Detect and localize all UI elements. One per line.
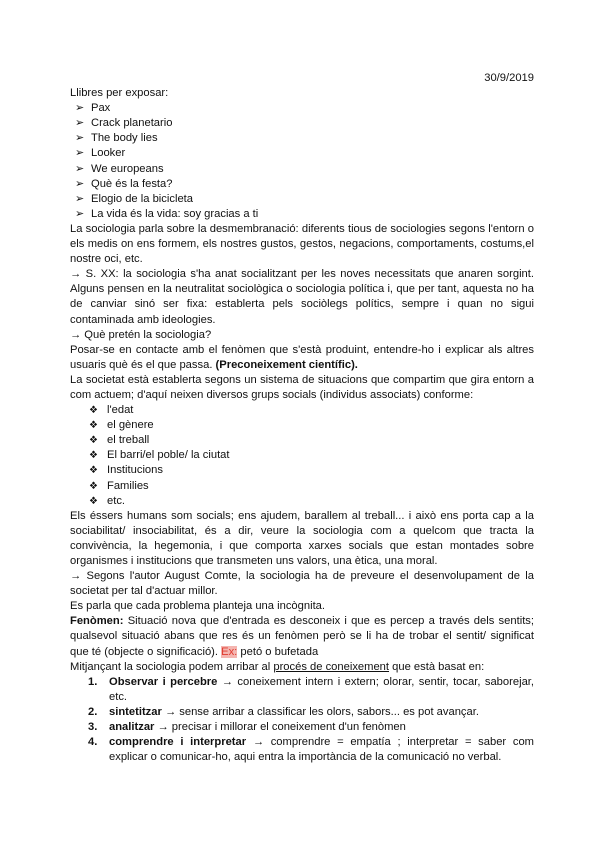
diamond-bullet-icon: ❖ — [89, 435, 98, 447]
arrow-bullet-icon: ➢ — [75, 162, 85, 175]
fenomen-label: Fenòmen: — [70, 615, 124, 628]
list-item: 1. Observar i percebre → coneixement intern i extern; olorar, sentir, tocar, saborejar, etc. — [88, 675, 535, 703]
proces-coneixement-underlined: procés de coneixement — [273, 660, 390, 673]
list-item: ❖ Families — [70, 479, 534, 494]
arrow-bullet-icon: ➢ — [75, 192, 85, 205]
list-item: 4. comprendre i interpretar → comprendre = empatía ; interpretar = saber com explicar o comunicar-ho, aqui entra la importància de la comunicació no verbal. — [88, 736, 534, 764]
question-heading: → Què pretén la sociologia? — [70, 328, 212, 341]
paragraph-proces: Mitjançant la sociologia podem arribar al procés de coneixement que està basat en: — [70, 660, 485, 673]
diamond-bullet-icon: ❖ — [89, 495, 98, 507]
diamond-bullet-icon: ❖ — [89, 465, 98, 477]
list-item: ➢ La vida és la vida: soy gracias a ti — [70, 207, 534, 222]
list-item: ➢ The body lies — [70, 131, 534, 146]
paragraph-comte: → Segons l'autor August Comte, la sociologia ha de preveure el desenvolupament de la societat per tal d'actuar millor. — [70, 570, 534, 598]
list-item: ➢ Què és la festa? — [70, 177, 534, 192]
books-heading: Llibres per exposar: — [70, 87, 169, 100]
list-item: ❖ l'edat — [70, 403, 534, 418]
paragraph-preconeixement: Posar-se en contacte amb el fenòmen que s'està produint, entendre-ho i explicar als altres usuaris què és el que passa. (Preconeixement científic). — [70, 343, 534, 371]
list-item: ❖ el gènere — [70, 418, 534, 433]
paragraph-societat: La societat està establerta segons un sistema de situacions que compartim que gira entorn a com actuem; d'aquí neixen diversos grups socials (individus associats) conforme: — [70, 373, 534, 401]
arrow-bullet-icon: ➢ — [75, 147, 85, 160]
paragraph-incognita: Es parla que cada problema planteja una incògnita. — [70, 600, 326, 613]
paragraph-essers-humans: Els éssers humans som socials; ens ajudem, barallem al treball... i això ens porta cap a la sociabilitat/ insociabilitat, és a dir, veure la sociologia com a quelcom que tracta la convivència, la hegemonia, i que comporta xarxes socials que estan montades sobre organismes i institucions que transmeten uns valors, una ètica, una moral. — [70, 509, 534, 567]
list-item: ➢ We europeans — [70, 162, 534, 177]
list-item: ❖ etc. — [70, 494, 534, 509]
list-item: ➢ Looker — [70, 146, 534, 161]
list-item: ❖ El barri/el poble/ la ciutat — [70, 448, 534, 463]
paragraph-desmembranacio: La sociologia parla sobre la desmembranació: diferents tious de sociologies segons l'entorn o els medis on ens formem, els nostres gustos, gestos, negacions, comportaments, costums,el nostre oci, etc. — [70, 222, 534, 266]
diamond-bullet-icon: ❖ — [89, 480, 98, 492]
arrow-bullet-icon: ➢ — [75, 177, 85, 190]
steps-list — [70, 675, 534, 766]
list-item: ❖ Institucions — [70, 463, 534, 478]
groups-list — [70, 403, 534, 509]
arrow-bullet-icon: ➢ — [75, 207, 85, 220]
example-highlight: Ex: — [221, 645, 238, 658]
list-item: 3. analitzar → precisar i millorar el coneixement d'un fenòmen — [88, 721, 406, 734]
list-item: 2. sintetitzar → sense arribar a classificar les olors, sabors... es pot avançar. — [88, 705, 479, 718]
list-item: ➢ Elogio de la bicicleta — [70, 192, 534, 207]
books-list — [70, 101, 534, 222]
list-item: ➢ Crack planetario — [70, 116, 534, 131]
arrow-bullet-icon: ➢ — [75, 102, 85, 115]
diamond-bullet-icon: ❖ — [89, 420, 98, 432]
list-item: ➢ Pax — [70, 101, 534, 116]
list-item: ❖ el treball — [70, 433, 534, 448]
paragraph-fenomen: Fenòmen: Situació nova que d'entrada es desconeix i que es percep a través dels sentits; qualsevol situació abans que res és un fenòmen però se li ha de trobar el sentit/ significat que té (objecte o significació). Ex: petó o bufetada — [70, 615, 534, 658]
preconeixement-bold: (Preconeixement científic). — [215, 358, 358, 371]
arrow-bullet-icon: ➢ — [75, 132, 85, 145]
arrow-bullet-icon: ➢ — [75, 117, 85, 130]
paragraph-segle-xx: → S. XX: la sociologia s'ha anat socialitzant per les noves necessitats que anaren sorgint. Alguns pensen en la neutralitat sociològica o sociologia política i, que per tant, aquesta no ha de canviar sinó ser fixa: establerta pels sociòlegs polítics, sempre i quan no sigui contaminada amb ideologies. — [70, 268, 534, 326]
diamond-bullet-icon: ❖ — [89, 450, 98, 462]
diamond-bullet-icon: ❖ — [89, 405, 98, 417]
document-date: 30/9/2019 — [484, 72, 534, 84]
